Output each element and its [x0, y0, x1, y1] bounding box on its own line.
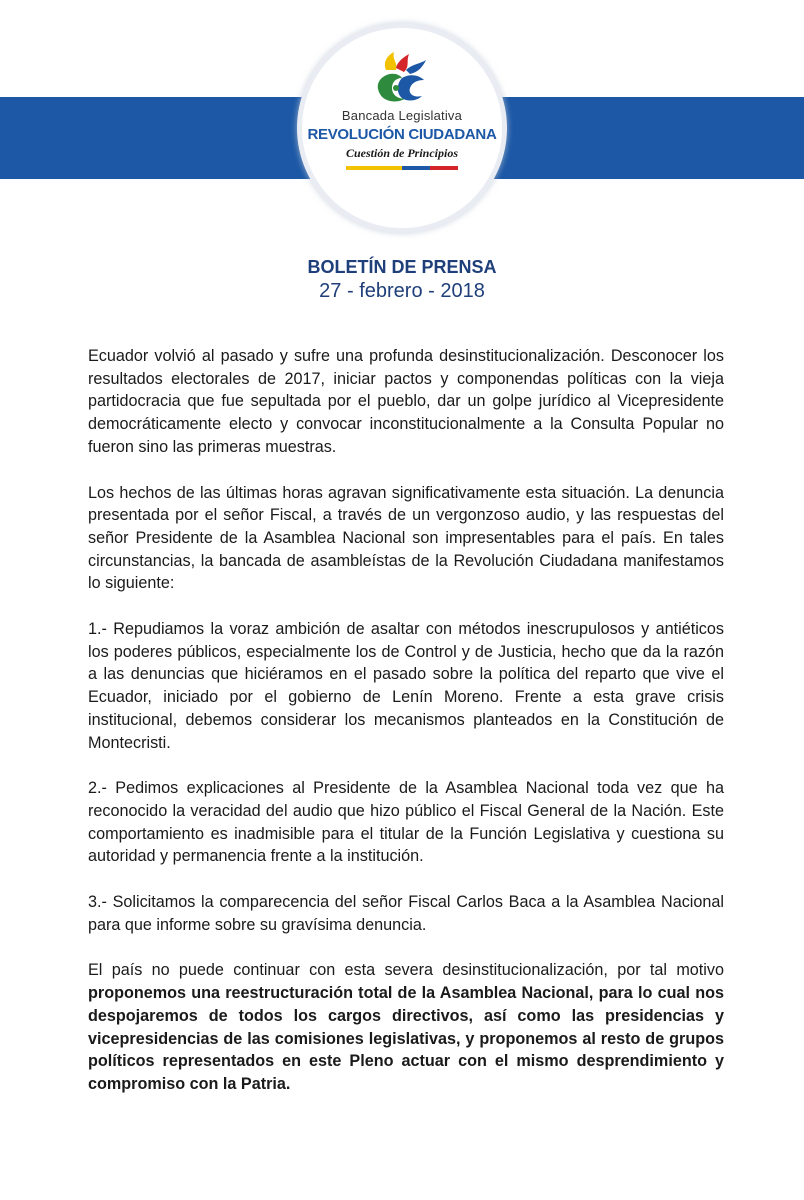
flag-stripe [346, 166, 458, 170]
paragraph-point-3: 3.- Solicitamos la comparecencia del señor Fiscal Carlos Baca a la Asamblea Nacional para que informe sobre su gravísima denuncia. [88, 893, 724, 934]
document-body [88, 345, 724, 1119]
document-title: BOLETÍN DE PRENSA [307, 257, 497, 277]
closing-proposal: proponemos una reestructuración total de la Asamblea Nacional, para lo cual nos despojaremos de todos los cargos directivos, así como las presidencias y vicepresidencias de las comisiones legislativas, y proponemos al resto de grupos políticos representados en este Pleno actuar con el mismo desprendimiento y compromiso con la Patria. [88, 984, 724, 1093]
logo-line-bancada: Bancada Legislativa [341, 108, 463, 123]
flag-red [430, 166, 458, 170]
flag-yellow [346, 166, 402, 170]
paragraph-intro: Ecuador volvió al pasado y sufre una profunda desinstitucionalización. Desconocer los resultados electorales de 2017, iniciar pactos y componendas políticas con la vieja partidocracia que fue sepultada por el pueblo, dar un golpe jurídico al Vicepresidente democráticamente electo y convocar inconstitucionalmente a la Consulta Popular no fueron sino las primeras muestras. [88, 347, 724, 456]
closing-text: El país no puede continuar con esta severa desinstitucionalización, por tal motivo [88, 961, 724, 980]
document-date: 27 - febrero - 2018 [319, 280, 485, 302]
flag-blue [402, 166, 430, 170]
logo-line-slogan: Cuestión de Principios [345, 146, 458, 160]
paragraph-point-2: 2.- Pedimos explicaciones al Presidente de la Asamblea Nacional toda vez que ha reconocido la veracidad del audio que hizo público el Fiscal General de la Nación. Este comportamiento es inadmisible para el titular de la Función Legislativa y cuestiona su autoridad y permanencia frente a la institución. [88, 779, 724, 866]
rc-flame-logo-icon [376, 52, 430, 104]
paragraph-facts: Los hechos de las últimas horas agravan significativamente esta situación. La denuncia presentada por el señor Fiscal, a través de un vergonzoso audio, y las respuestas del señor Presidente de la Asamblea Nacional son impresentables para el país. En tales circunstancias, la bancada de asambleístas de la Revolución Ciudadana manifestamos lo siguiente: [88, 483, 724, 593]
paragraph-closing [88, 959, 724, 1095]
paragraph-point-1: 1.- Repudiamos la voraz ambición de asaltar con métodos inescrupulosos y antiéticos los poderes públicos, especialmente los de Control y de Justicia, hecho que da la razón a las denuncias que hiciéramos en el pasado sobre la política del reparto que vive el Ecuador, iniciado por el gobierno de Lenín Moreno. Frente a esta grave crisis institucional, debemos considerar los mecanismos planteados en la Constitución de Montecristi. [88, 620, 724, 752]
logo-line-revolucion: REVOLUCIÓN CIUDADANA [307, 126, 497, 143]
